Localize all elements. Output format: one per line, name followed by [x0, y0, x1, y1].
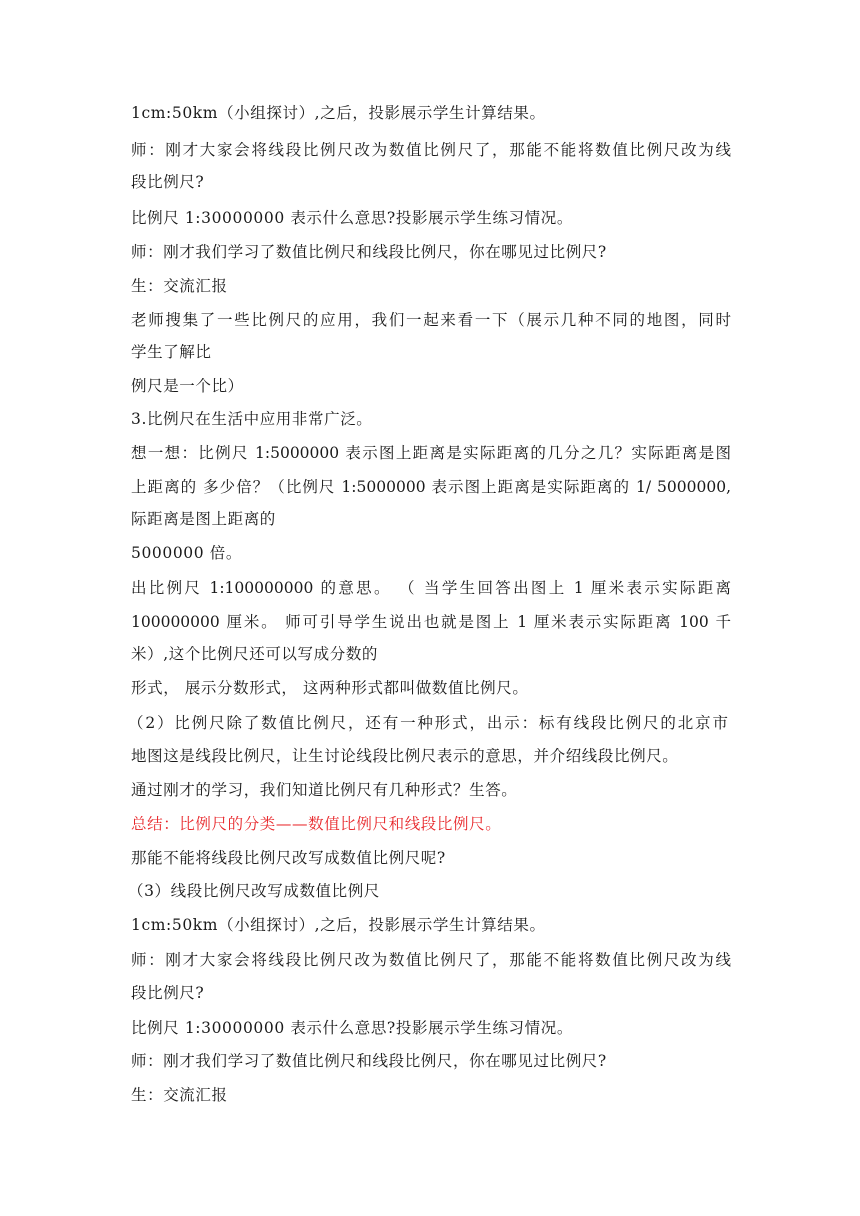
text-line: 米）,这个比例尺还可以写成分数的	[131, 645, 379, 663]
text-line: 学生了解比	[131, 343, 212, 361]
text-line: 形式， 展示分数形式， 这两种形式都叫做数值比例尺。	[131, 679, 529, 697]
text-line: 段比例尺?	[131, 984, 205, 1002]
text-line: 比例尺 1:30000000 表示什么意思?投影展示学生练习情况。	[131, 1019, 573, 1037]
text-line: 出比例尺 1:100000000 的意思。 （ 当学生回答出图上 1 厘米表示实际距离	[131, 579, 731, 597]
text-line: 生：交流汇报	[131, 277, 228, 295]
text-line: 老师搜集了一些比例尺的应用，我们一起来看一下（展示几种不同的地图，同时	[131, 311, 731, 329]
text-line: 3.比例尺在生活中应用非常广泛。	[131, 410, 373, 428]
text-line: 师：刚才我们学习了数值比例尺和线段比例尺，你在哪见过比例尺?	[131, 1052, 607, 1070]
text-line: 5000000 倍。	[131, 544, 242, 562]
text-line: （2）比例尺除了数值比例尺，还有一种形式，出示：标有线段比例尺的北京市	[128, 714, 728, 732]
text-line: 例尺是一个比）	[131, 377, 244, 395]
text-line: 1cm:50km（小组探讨）,之后，投影展示学生计算结果。	[131, 104, 546, 122]
text-line: 通过刚才的学习，我们知道比例尺有几种形式？生答。	[131, 781, 518, 799]
text-line: 师：刚才大家会将线段比例尺改为数值比例尺了，那能不能将数值比例尺改为线	[131, 951, 731, 969]
text-line: 师：刚才大家会将线段比例尺改为数值比例尺了，那能不能将数值比例尺改为线	[131, 141, 731, 159]
text-line: （3）线段比例尺改写成数值比例尺	[128, 882, 380, 900]
text-line: 上距离的 多少倍？（比例尺 1:5000000 表示图上距离是实际距离的 1/ 5000000,	[131, 478, 731, 496]
text-line: 比例尺 1:30000000 表示什么意思?投影展示学生练习情况。	[131, 209, 573, 227]
summary-line-highlighted: 总结：比例尺的分类——数值比例尺和线段比例尺。	[131, 815, 502, 833]
text-line: 生：交流汇报	[131, 1086, 228, 1104]
text-line: 1cm:50km（小组探讨）,之后，投影展示学生计算结果。	[131, 916, 546, 934]
text-line: 100000000 厘米。 师可引导学生说出也就是图上 1 厘米表示实际距离 100 千	[131, 613, 731, 631]
text-line: 师：刚才我们学习了数值比例尺和线段比例尺，你在哪见过比例尺?	[131, 243, 607, 261]
text-line: 段比例尺?	[131, 173, 205, 191]
text-line: 想一想：比例尺 1:5000000 表示图上距离是实际距离的几分之几？实际距离是图	[131, 444, 731, 462]
text-line: 地图这是线段比例尺，让生讨论线段比例尺表示的意思，并介绍线段比例尺。	[131, 747, 679, 765]
text-line: 际距离是图上距离的	[131, 510, 276, 528]
text-line: 那能不能将线段比例尺改写成数值比例尺呢?	[131, 849, 446, 867]
